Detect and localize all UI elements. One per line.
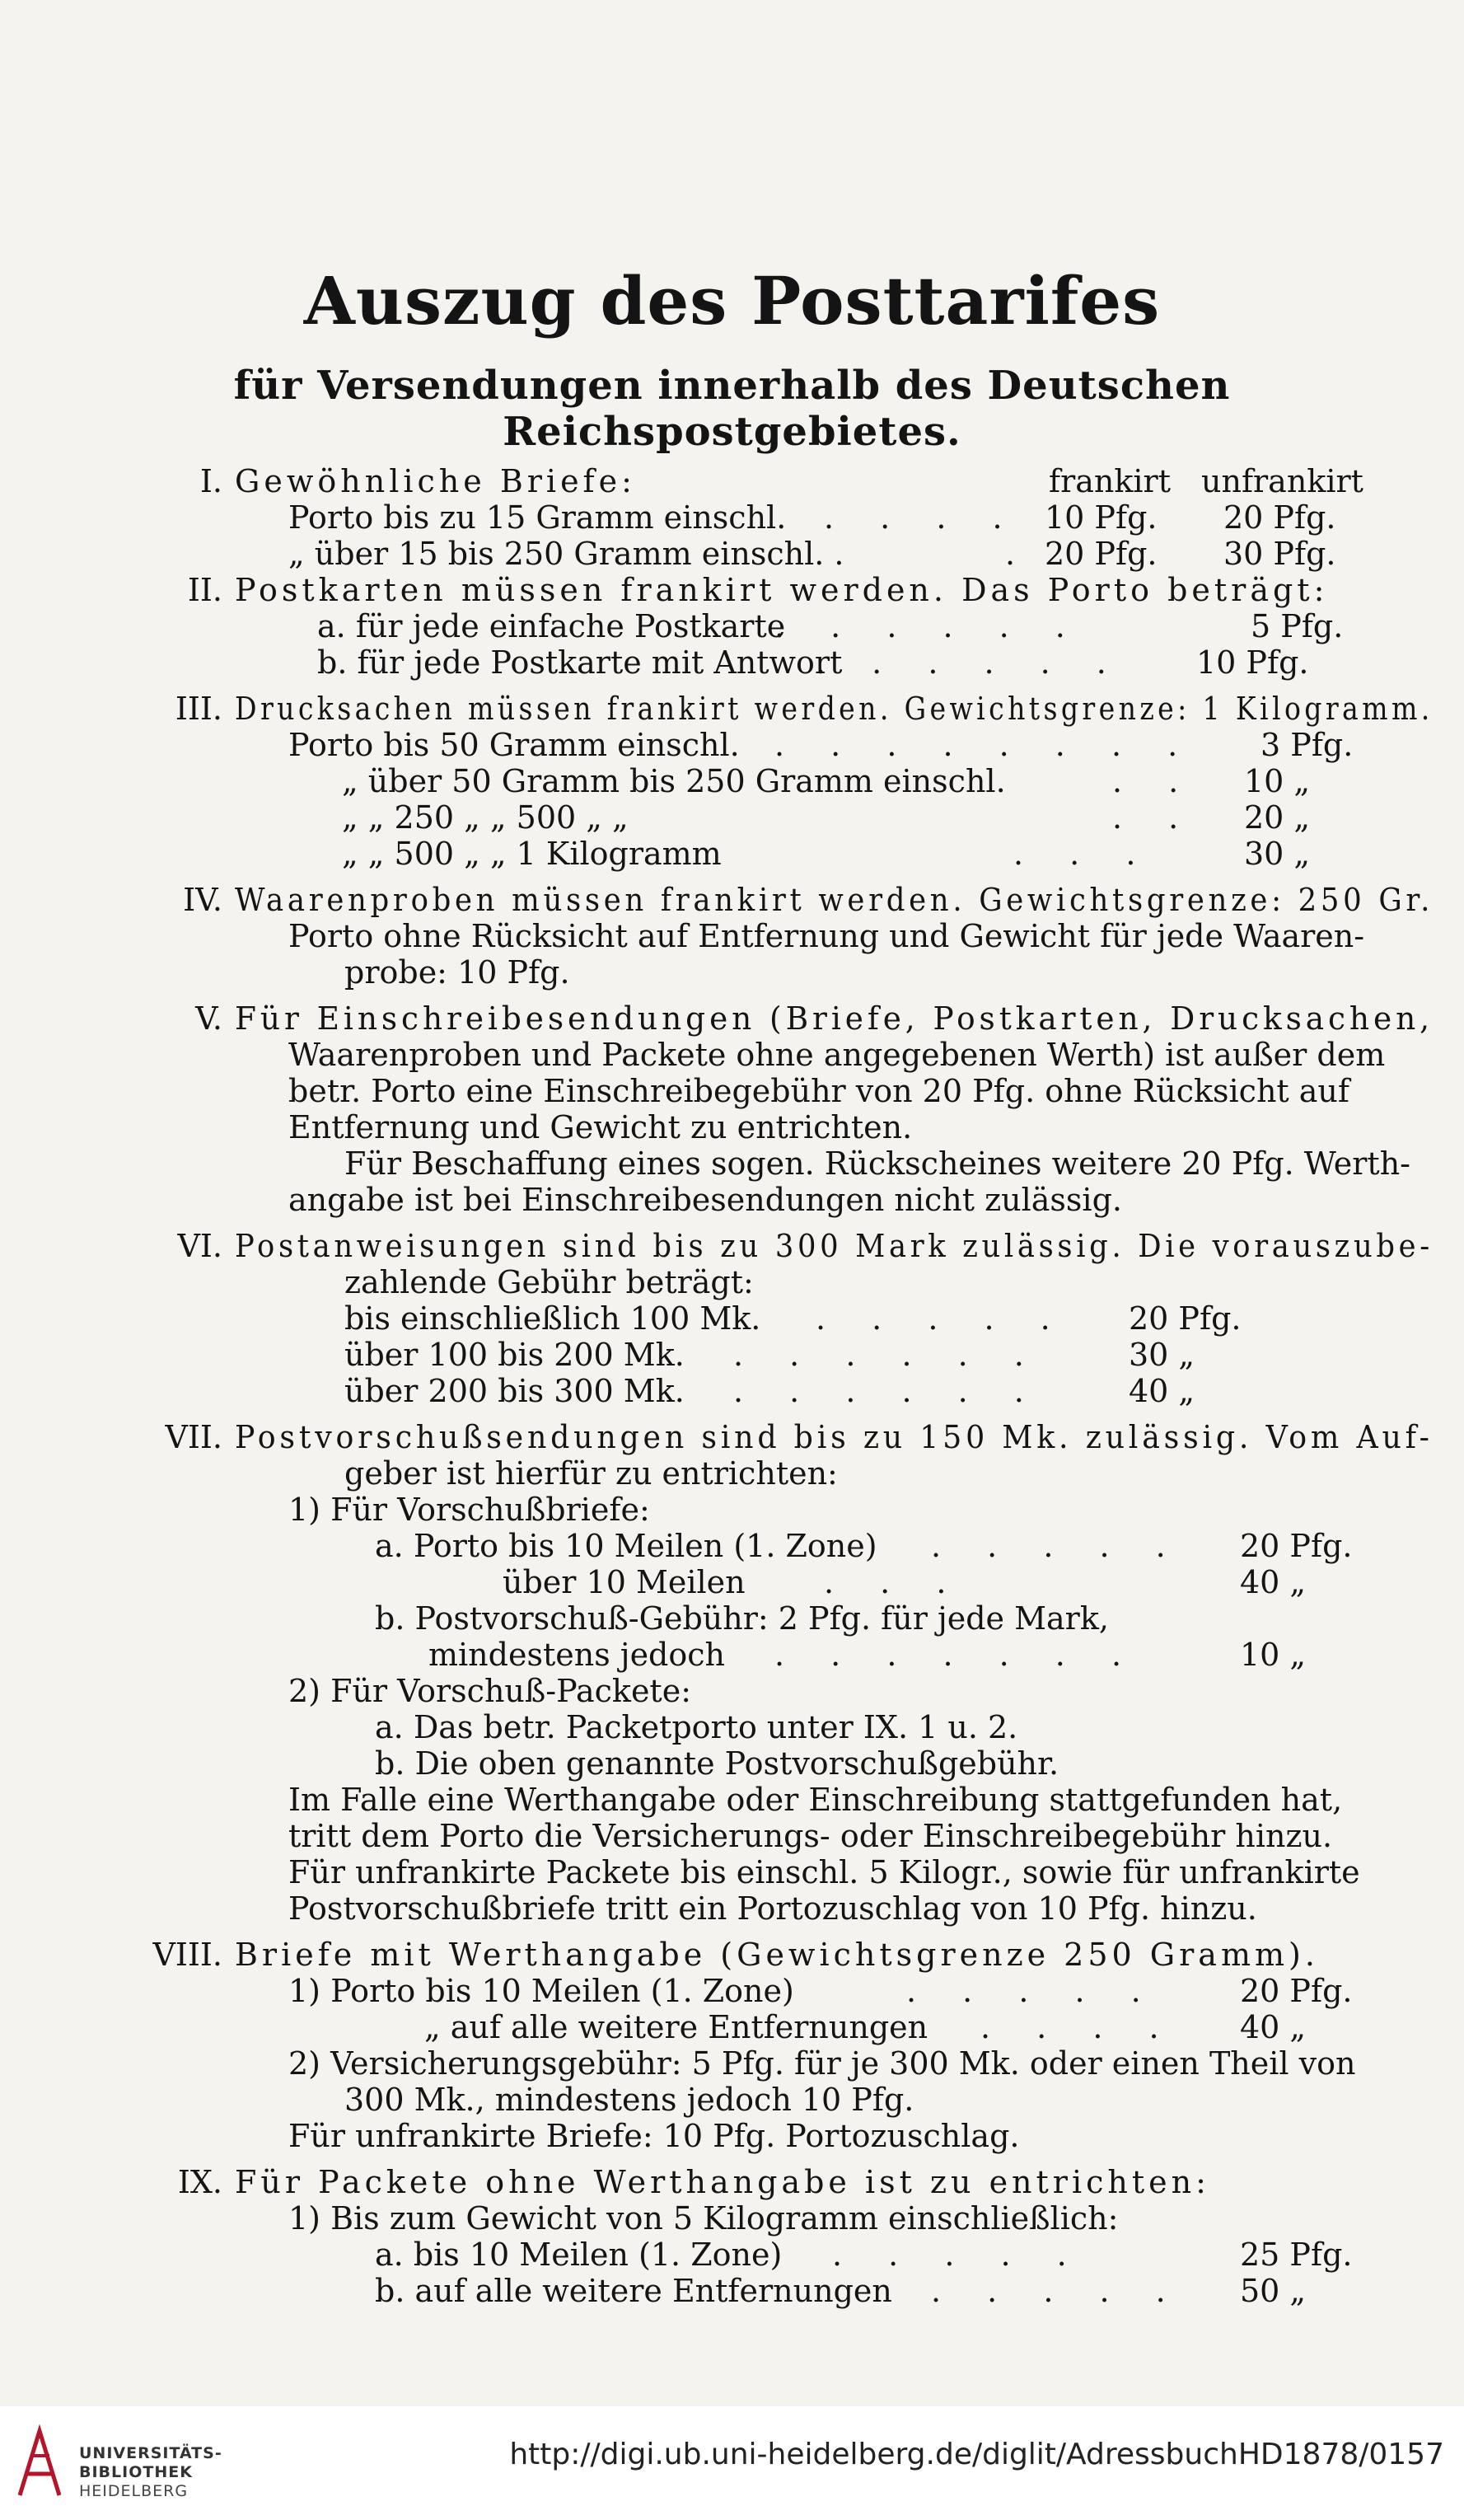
- rate-unfrankirt: 30 Pfg.: [1223, 536, 1336, 572]
- leader-dots: . . . . .: [816, 1300, 1069, 1337]
- line-text: Postanweisungen sind bis zu 300 Mark zulässig. Die vorauszube-: [235, 1228, 1434, 1264]
- line-text: Porto bis 50 Gramm einschl.: [288, 727, 740, 763]
- line-text: probe: 10 Pfg.: [344, 954, 570, 991]
- leader-dots: . . . .: [980, 2009, 1177, 2045]
- rate-frankirt: 30 „: [1129, 1337, 1195, 1373]
- leader-dots: . . . . . .: [733, 1373, 1042, 1409]
- line-text: b. Die oben genannte Postvorschußgebühr.: [375, 1745, 1059, 1782]
- line-text: Gewöhnliche Briefe:: [235, 463, 636, 499]
- leader-dots: . . . . . .: [816, 644, 1125, 681]
- leader-dots: . .: [1112, 799, 1197, 836]
- line-text: Für Beschaffung eines sogen. Rückscheines weitere 20 Pfg. Werth-: [344, 1145, 1411, 1182]
- line-text: zahlende Gebühr beträgt:: [344, 1264, 754, 1300]
- line-text: bis einschließlich 100 Mk.: [344, 1300, 761, 1337]
- leader-dots: . . .: [1013, 836, 1154, 872]
- line-text: 300 Mk., mindestens jedoch 10 Pfg.: [344, 2082, 914, 2118]
- rate-unfrankirt: 5 Pfg.: [1251, 608, 1344, 644]
- line-text: „ „ 500 „ „ 1 Kilogramm: [342, 836, 722, 872]
- line-text: über 200 bis 300 Mk.: [344, 1373, 685, 1409]
- leader-dots: . . . . .: [931, 1528, 1184, 1564]
- rate-unfrankirt: 40 „: [1240, 1564, 1307, 1600]
- rate-unfrankirt: unfrankirt: [1201, 463, 1363, 499]
- line-text: 2) Versicherungsgebühr: 5 Pfg. für je 300 Mk. oder einen Theil von: [288, 2045, 1356, 2082]
- line-text: Porto bis zu 15 Gramm einschl.: [288, 499, 787, 536]
- section-numeral: VII.: [165, 1419, 222, 1455]
- rate-unfrankirt: 40 „: [1240, 2009, 1307, 2045]
- section-numeral: IV.: [183, 882, 222, 918]
- line-text: Porto ohne Rücksicht auf Entfernung und Gewicht für jede Waaren-: [288, 918, 1365, 954]
- viewer-footer: [0, 2406, 1464, 2520]
- line-text: „ „ 250 „ „ 500 „ „: [342, 799, 629, 836]
- section-numeral: I.: [199, 463, 222, 499]
- logo-line-3: HEIDELBERG: [79, 2482, 189, 2500]
- rate-unfrankirt: 50 „: [1240, 2273, 1307, 2309]
- line-text: 1) Für Vorschußbriefe:: [288, 1492, 650, 1528]
- line-text: Waarenproben und Packete ohne angegebenen Werth) ist außer dem: [288, 1037, 1386, 1073]
- line-text: mindestens jedoch: [428, 1637, 726, 1673]
- line-text: Postkarten müssen frankirt werden. Das Porto beträgt:: [235, 572, 1329, 608]
- line-text: über 10 Meilen: [503, 1564, 746, 1600]
- leader-dots: .: [1005, 536, 1034, 572]
- rate-frankirt: 20 Pfg.: [1045, 536, 1158, 572]
- rate-frankirt: 40 „: [1129, 1373, 1195, 1409]
- rate-unfrankirt: 20 „: [1244, 799, 1311, 836]
- logo-line-2: BIBLIOTHEK: [79, 2463, 193, 2481]
- line-text: Postvorschußsendungen sind bis zu 150 Mk. zulässig. Vom Auf-: [235, 1419, 1434, 1455]
- rate-unfrankirt: 10 Pfg.: [1196, 644, 1309, 681]
- line-text: „ über 50 Gramm bis 250 Gramm einschl.: [342, 763, 1006, 799]
- line-text: Für Packete ohne Werthangabe ist zu entrichten:: [235, 2164, 1210, 2200]
- line-text: Für Einschreibesendungen (Briefe, Postkarten, Drucksachen,: [235, 1000, 1434, 1037]
- line-text: geber ist hierfür zu entrichten:: [344, 1455, 838, 1492]
- line-text: Für unfrankirte Packete bis einschl. 5 Kilogr., sowie für unfrankirte: [288, 1854, 1360, 1890]
- leader-dots: . . . . . . . .: [774, 727, 1196, 763]
- page-subtitle: für Versendungen innerhalb des Deutschen Reichspostgebietes.: [233, 363, 1231, 455]
- line-text: a. Porto bis 10 Meilen (1. Zone): [375, 1528, 877, 1564]
- rate-frankirt: 10 Pfg.: [1045, 499, 1158, 536]
- line-text: über 100 bis 200 Mk.: [344, 1337, 685, 1373]
- line-text: tritt dem Porto die Versicherungs- oder Einschreibegebühr hinzu.: [288, 1818, 1333, 1854]
- section-numeral: IX.: [177, 2164, 222, 2200]
- section-numeral: II.: [187, 572, 222, 608]
- line-text: Briefe mit Werthangabe (Gewichtsgrenze 250 Gramm).: [235, 1937, 1319, 1973]
- rate-unfrankirt: 20 Pfg.: [1223, 499, 1336, 536]
- leader-dots: . . . . . .: [733, 1337, 1042, 1373]
- library-logo-text: [79, 2444, 222, 2501]
- line-text: Für unfrankirte Briefe: 10 Pfg. Portozuschlag.: [288, 2118, 1020, 2154]
- rate-unfrankirt: 10 „: [1244, 763, 1311, 799]
- line-text: betr. Porto eine Einschreibegebühr von 20 Pfg. ohne Rücksicht auf: [288, 1073, 1349, 1109]
- rate-unfrankirt: 25 Pfg.: [1240, 2237, 1353, 2273]
- section-numeral: VIII.: [152, 1937, 222, 1973]
- line-text: Drucksachen müssen frankirt werden. Gewichtsgrenze: 1 Kilogramm.: [235, 691, 1434, 727]
- leader-dots: . . . . . .: [774, 608, 1083, 644]
- rate-frankirt: frankirt: [1049, 463, 1171, 499]
- leader-dots: . . . . . . .: [774, 1637, 1140, 1673]
- logo-line-1: UNIVERSITÄTS-: [79, 2444, 222, 2462]
- leader-dots: . . . .: [824, 499, 1021, 536]
- line-text: a. Das betr. Packetporto unter IX. 1 u. 2.: [375, 1709, 1018, 1745]
- line-text: a. bis 10 Meilen (1. Zone): [375, 2237, 783, 2273]
- rate-unfrankirt: 3 Pfg.: [1261, 727, 1354, 763]
- line-text: „ über 15 bis 250 Gramm einschl. .: [288, 536, 844, 572]
- line-text: Waarenproben müssen frankirt werden. Gewichtsgrenze: 250 Gr.: [235, 882, 1434, 918]
- line-text: 2) Für Vorschuß-Packete:: [288, 1673, 691, 1709]
- line-text: Im Falle eine Werthangabe oder Einschreibung stattgefunden hat,: [288, 1782, 1343, 1818]
- line-text: b. Postvorschuß-Gebühr: 2 Pfg. für jede Mark,: [375, 1600, 1109, 1637]
- section-numeral: VI.: [177, 1228, 222, 1264]
- section-numeral: III.: [175, 691, 222, 727]
- rate-unfrankirt: 20 Pfg.: [1240, 1973, 1353, 2009]
- line-text: Postvorschußbriefe tritt ein Portozuschlag von 10 Pfg. hinzu.: [288, 1890, 1257, 1927]
- line-text: 1) Bis zum Gewicht von 5 Kilogramm einschließlich:: [288, 2200, 1119, 2237]
- rate-unfrankirt: 30 „: [1244, 836, 1311, 872]
- line-text: b. für jede Postkarte mit Antwort: [317, 644, 843, 681]
- rate-frankirt: 20 Pfg.: [1129, 1300, 1242, 1337]
- source-url-link[interactable]: http://digi.ub.uni-heidelberg.de/diglit/AdressbuchHD1878/0157: [509, 2438, 1444, 2471]
- line-text: angabe ist bei Einschreibesendungen nicht zulässig.: [288, 1182, 1122, 1218]
- leader-dots: . . .: [824, 1564, 965, 1600]
- rate-unfrankirt: 20 Pfg.: [1240, 1528, 1353, 1564]
- university-seal-icon: [15, 2424, 66, 2500]
- leader-dots: . . . . .: [931, 2273, 1184, 2309]
- line-text: 1) Porto bis 10 Meilen (1. Zone): [288, 1973, 794, 2009]
- leader-dots: . . . . .: [906, 1973, 1159, 2009]
- line-text: „ auf alle weitere Entfernungen: [424, 2009, 928, 2045]
- section-numeral: V.: [195, 1000, 222, 1037]
- leader-dots: . .: [1112, 763, 1197, 799]
- line-text: Entfernung und Gewicht zu entrichten.: [288, 1109, 913, 1145]
- line-text: b. auf alle weitere Entfernungen: [375, 2273, 892, 2309]
- rate-unfrankirt: 10 „: [1240, 1637, 1307, 1673]
- page-title: Auszug des Posttarifes: [303, 262, 1161, 340]
- line-text: a. für jede einfache Postkarte: [317, 608, 786, 644]
- leader-dots: . . . . .: [832, 2237, 1085, 2273]
